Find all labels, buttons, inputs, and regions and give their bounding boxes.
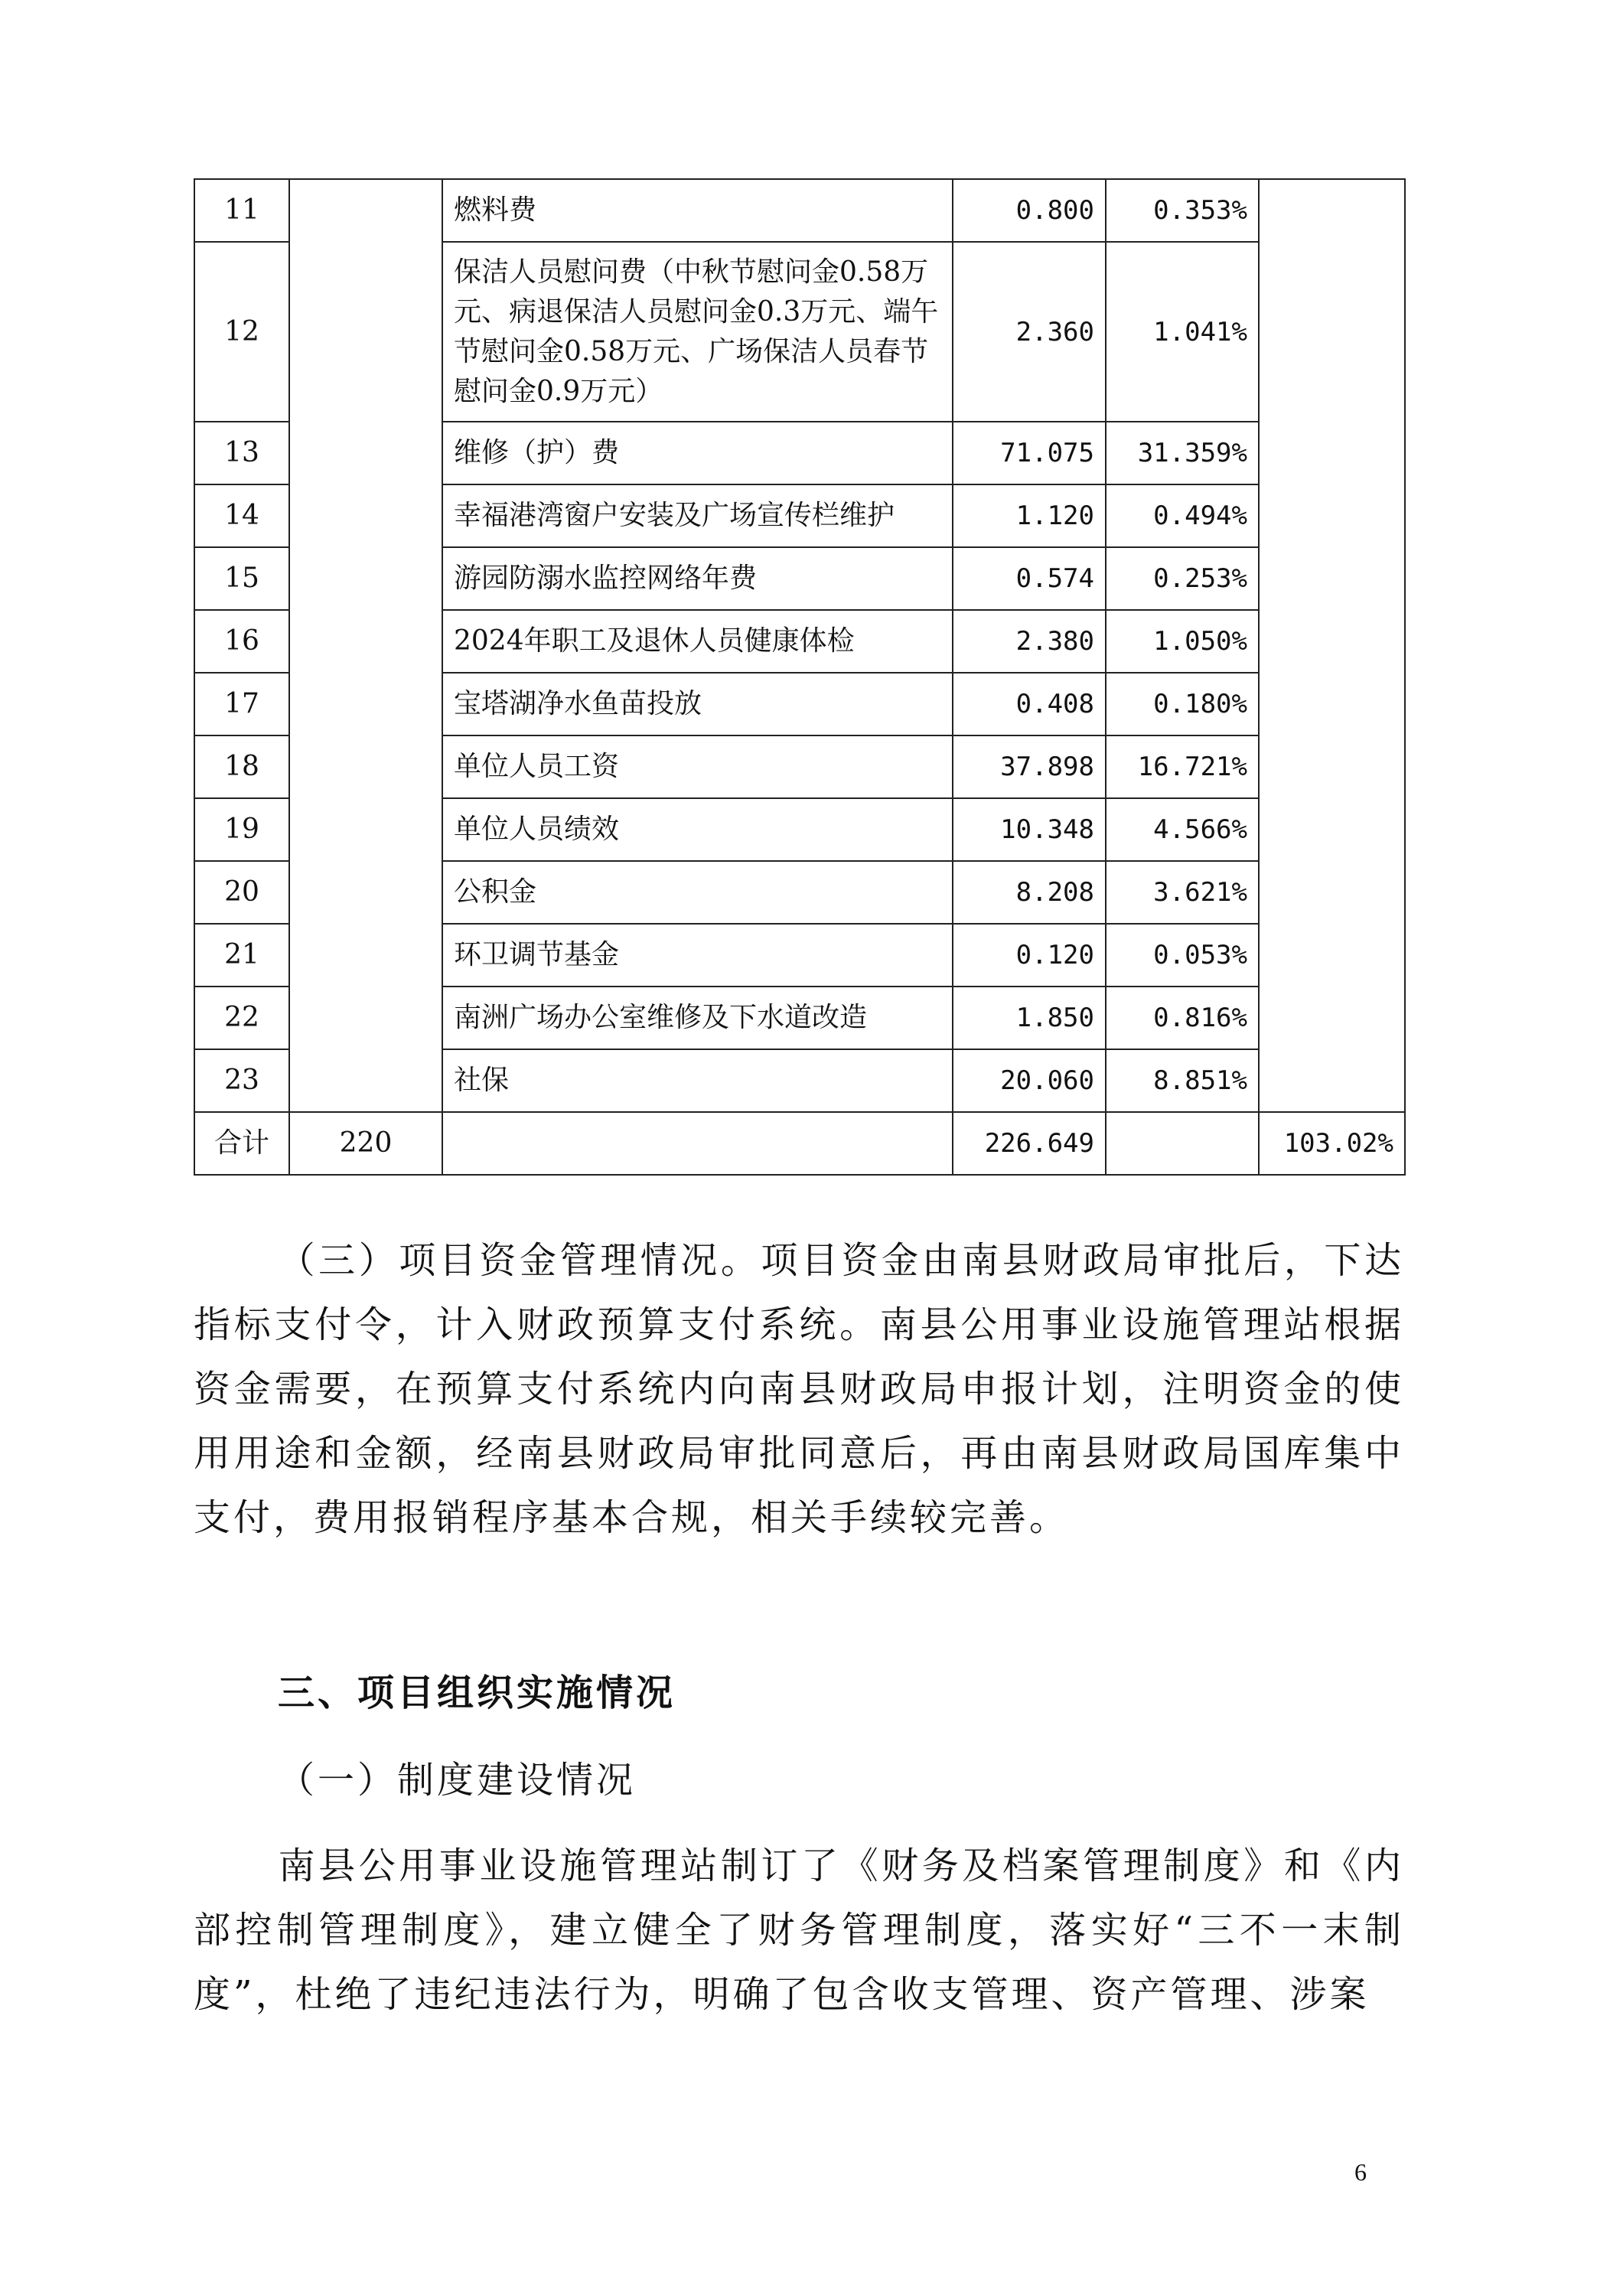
total-name-blank-cell	[442, 1112, 953, 1175]
item-percent-cell: 1.041%	[1106, 242, 1259, 422]
item-percent-cell: 16.721%	[1106, 735, 1259, 798]
budget-table	[194, 178, 1406, 1176]
item-name-cell: 公积金	[442, 861, 953, 924]
total-budget-cell: 220	[289, 1112, 442, 1175]
total-rate-cell: 103.02%	[1259, 1112, 1405, 1175]
item-name-cell: 燃料费	[442, 179, 953, 242]
item-name-cell: 2024年职工及退休人员健康体检	[442, 610, 953, 673]
item-amount-cell: 20.060	[953, 1049, 1106, 1112]
item-name-cell: 维修（护）费	[442, 422, 953, 484]
item-name-cell: 游园防溺水监控网络年费	[442, 547, 953, 610]
item-percent-cell: 31.359%	[1106, 422, 1259, 484]
item-name-cell: 社保	[442, 1049, 953, 1112]
row-number-cell: 19	[194, 798, 289, 861]
total-percent-blank-cell	[1106, 1112, 1259, 1175]
budget-amount-merged-cell	[289, 179, 442, 1112]
table-total-row	[194, 1112, 1405, 1175]
item-amount-cell: 10.348	[953, 798, 1106, 861]
table-body	[194, 179, 1405, 1175]
item-percent-cell: 0.253%	[1106, 547, 1259, 610]
page-number: 6	[1354, 2158, 1367, 2186]
execution-rate-merged-cell	[1259, 179, 1405, 1112]
item-percent-cell: 0.816%	[1106, 987, 1259, 1049]
row-number-cell: 21	[194, 924, 289, 987]
item-amount-cell: 2.380	[953, 610, 1106, 673]
row-number-cell: 18	[194, 735, 289, 798]
item-percent-cell: 0.053%	[1106, 924, 1259, 987]
total-amount-cell: 226.649	[953, 1112, 1106, 1175]
item-amount-cell: 8.208	[953, 861, 1106, 924]
fund-management-paragraph	[194, 1228, 1404, 1550]
row-number-cell: 11	[194, 179, 289, 242]
item-amount-cell: 2.360	[953, 242, 1106, 422]
item-amount-cell: 1.850	[953, 987, 1106, 1049]
item-percent-cell: 3.621%	[1106, 861, 1259, 924]
system-building-paragraph	[194, 1834, 1404, 2027]
item-percent-cell: 0.353%	[1106, 179, 1259, 242]
subsection-heading-1: （一）制度建设情况	[278, 1759, 637, 1802]
item-name-cell: 幸福港湾窗户安装及广场宣传栏维护	[442, 484, 953, 547]
item-amount-cell: 0.574	[953, 547, 1106, 610]
item-amount-cell: 37.898	[953, 735, 1106, 798]
system-building-text: 南县公用事业设施管理站制订了《财务及档案管理制度》和《内部控制管理制度》，建立健全了财务管理制度，落实好“三不一末制度”，杜绝了违纪违法行为，明确了包含收支管理、资产管理、涉案	[194, 1844, 1404, 2016]
item-percent-cell: 4.566%	[1106, 798, 1259, 861]
row-number-cell: 13	[194, 422, 289, 484]
item-name-cell: 单位人员工资	[442, 735, 953, 798]
row-number-cell: 17	[194, 673, 289, 735]
fund-management-text: （三）项目资金管理情况。项目资金由南县财政局审批后，下达指标支付令，计入财政预算支付系统。南县公用事业设施管理站根据资金需要，在预算支付系统内向南县财政局申报计划，注明资金的使用用途和金额，经南县财政局审批同意后，再由南县财政局国库集中支付，费用报销程序基本合规，相关手续较完善。	[194, 1239, 1404, 1539]
item-amount-cell: 1.120	[953, 484, 1106, 547]
row-number-cell: 16	[194, 610, 289, 673]
item-amount-cell: 0.120	[953, 924, 1106, 987]
item-percent-cell: 1.050%	[1106, 610, 1259, 673]
total-label-cell: 合计	[194, 1112, 289, 1175]
item-name-cell: 单位人员绩效	[442, 798, 953, 861]
row-number-cell: 20	[194, 861, 289, 924]
row-number-cell: 15	[194, 547, 289, 610]
item-percent-cell: 0.494%	[1106, 484, 1259, 547]
item-name-cell: 南洲广场办公室维修及下水道改造	[442, 987, 953, 1049]
row-number-cell: 12	[194, 242, 289, 422]
item-percent-cell: 0.180%	[1106, 673, 1259, 735]
item-percent-cell: 8.851%	[1106, 1049, 1259, 1112]
row-number-cell: 14	[194, 484, 289, 547]
row-number-cell: 23	[194, 1049, 289, 1112]
item-amount-cell: 0.800	[953, 179, 1106, 242]
item-name-cell: 保洁人员慰问费（中秋节慰问金0.58万元、病退保洁人员慰问金0.3万元、端午节慰问金0.58万元、广场保洁人员春节慰问金0.9万元）	[442, 242, 953, 422]
table-row	[194, 179, 1405, 242]
item-name-cell: 宝塔湖净水鱼苗投放	[442, 673, 953, 735]
item-name-cell: 环卫调节基金	[442, 924, 953, 987]
item-amount-cell: 0.408	[953, 673, 1106, 735]
section-heading-3: 三、项目组织实施情况	[278, 1671, 676, 1714]
item-amount-cell: 71.075	[953, 422, 1106, 484]
row-number-cell: 22	[194, 987, 289, 1049]
